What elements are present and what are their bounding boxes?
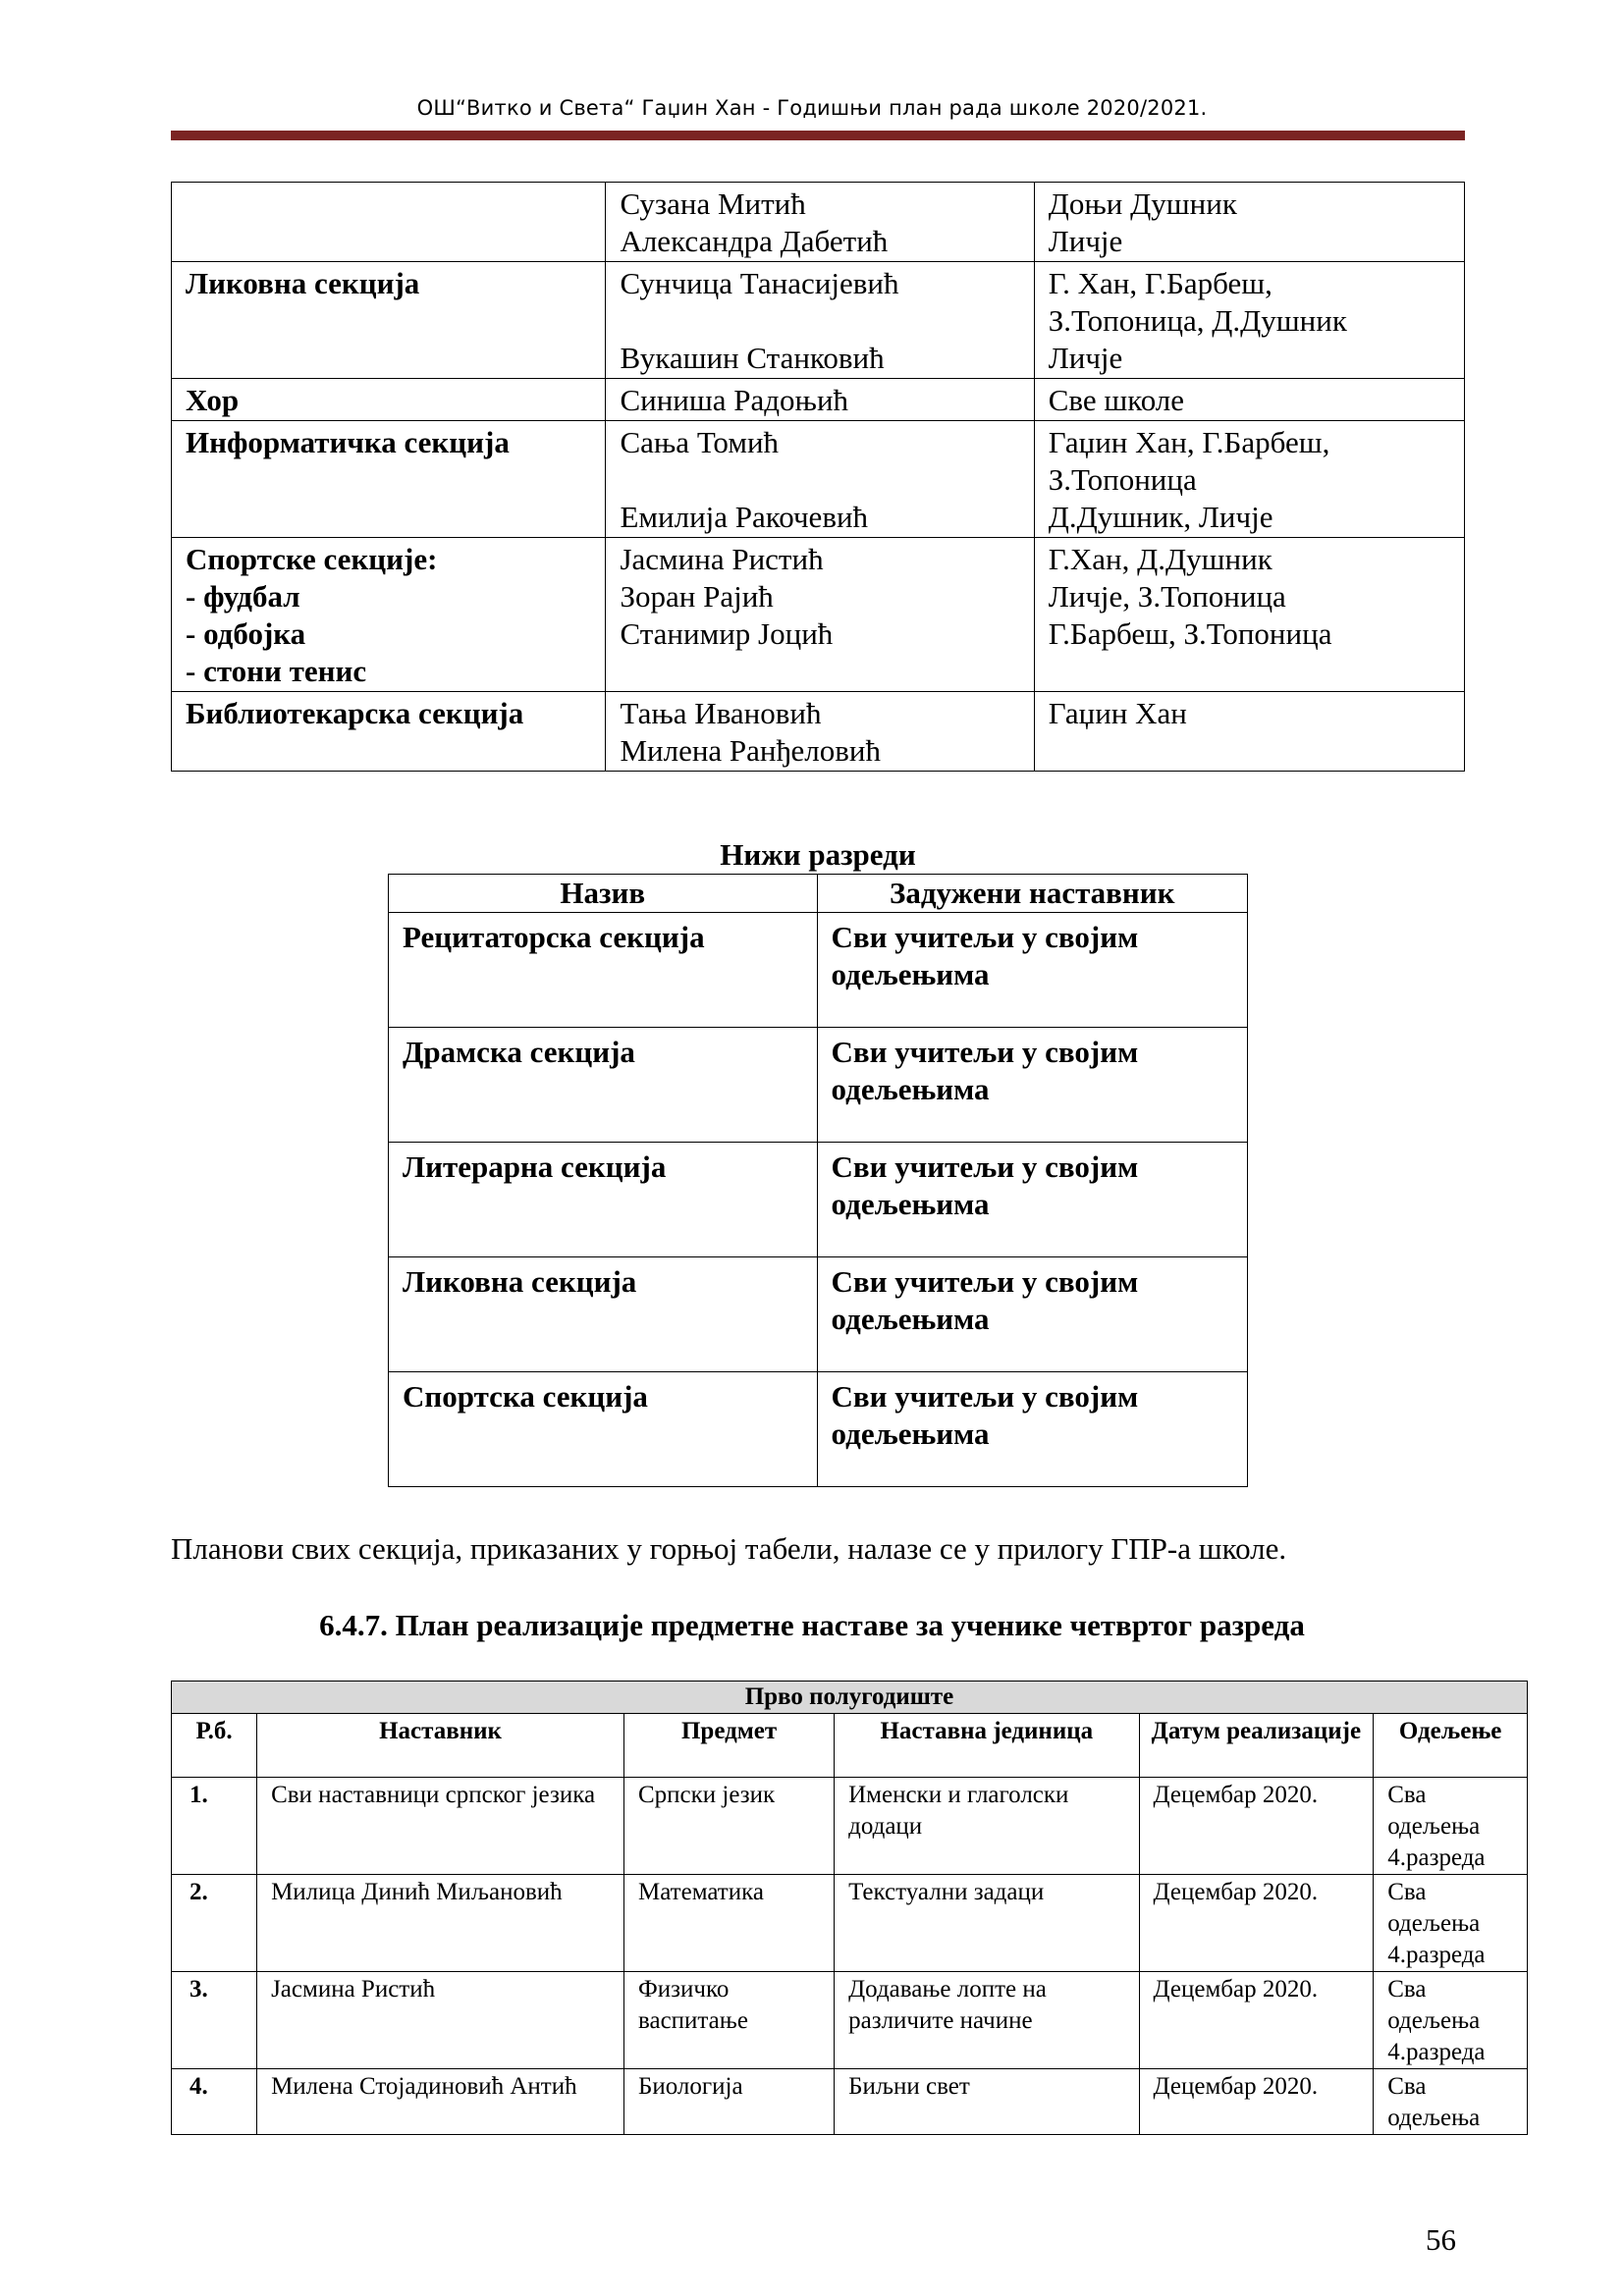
row-date: Децембар 2020.: [1139, 1778, 1374, 1875]
section-teachers: Тања Ивановић Милена Ранђеловић: [620, 696, 881, 768]
section-teachers: Сунчица Танасијевић Вукашин Станковић: [620, 266, 899, 375]
sections-table: [171, 182, 1465, 772]
table-row: [389, 1372, 1248, 1487]
section-teachers: Сања Томић Емилија Ракочевић: [620, 425, 869, 534]
plan-table-title: Прво полугодиште: [172, 1682, 1528, 1714]
lower-grades-table: [388, 874, 1248, 1487]
lower-section-teacher: Сви учитељи у својим одељењима: [817, 1028, 1247, 1143]
lower-section-teacher: Сви учитељи у својим одељењима: [817, 1257, 1247, 1372]
column-header: Задужени наставник: [817, 875, 1247, 913]
row-class: Сва одељења: [1374, 2069, 1528, 2135]
section-locations: Г.Хан, Д.Душник Личје, З.Топоница Г.Барбеш, З.Топоница: [1048, 542, 1332, 651]
row-date: Децембар 2020.: [1139, 1875, 1374, 1972]
row-teacher: Милена Стојадиновић Антић: [257, 2069, 624, 2135]
row-subject: Биологија: [624, 2069, 835, 2135]
section-name: Спортске секције: - фудбал - одбојка - стони тенис: [186, 542, 438, 688]
lower-section-name: Ликовна секција: [389, 1257, 818, 1372]
row-teacher: Милица Динић Миљановић: [257, 1875, 624, 1972]
table-row: [389, 913, 1248, 1028]
column-header: Одељење: [1374, 1714, 1528, 1778]
lower-section-name: Спортска секција: [389, 1372, 818, 1487]
row-number: 1.: [172, 1778, 257, 1875]
table-row: [389, 1143, 1248, 1257]
row-subject: Физичко васпитање: [624, 1972, 835, 2069]
column-header: Р.б.: [172, 1714, 257, 1778]
row-unit: Именски и глаголски додаци: [835, 1778, 1139, 1875]
row-unit: Текстуални задаци: [835, 1875, 1139, 1972]
section-name: Библиотекарска секција: [186, 696, 524, 730]
section-locations: Г. Хан, Г.Барбеш, З.Топоница, Д.Душник Личје: [1048, 266, 1347, 375]
header-rule: [171, 131, 1465, 140]
table-row: [172, 692, 1465, 772]
section-name: Информатичка секција: [186, 425, 510, 459]
table-row: [172, 421, 1465, 538]
column-header: Датум реализације: [1139, 1714, 1374, 1778]
table-row: [172, 1972, 1528, 2069]
table-header-row: [389, 875, 1248, 913]
row-unit: Додавање лопте на различите начине: [835, 1972, 1139, 2069]
table-header-row: [172, 1714, 1528, 1778]
section-heading: 6.4.7. План реализације предметне наставе за ученике четвртог разреда: [319, 1608, 1305, 1642]
table-row: [172, 2069, 1528, 2135]
row-teacher: Сви наставници српског језика: [257, 1778, 624, 1875]
table-row: [172, 538, 1465, 692]
section-locations: Доњи Душник Личје: [1048, 187, 1237, 258]
section-teachers: Сузана Митић Александра Дабетић: [620, 187, 889, 258]
table-row: [172, 1875, 1528, 1972]
table-title-row: [172, 1682, 1528, 1714]
section-name: Хор: [186, 383, 240, 417]
row-unit: Биљни свет: [835, 2069, 1139, 2135]
plan-table: [171, 1681, 1528, 2135]
table-row: [389, 1028, 1248, 1143]
plans-paragraph: Планови свих секција, приказаних у горњој табели, налазе се у прилогу ГПР-а школе.: [171, 1531, 1287, 1566]
section-teachers: Синиша Радоњић: [620, 383, 849, 417]
lower-section-teacher: Сви учитељи у својим одељењима: [817, 1372, 1247, 1487]
row-class: Сва одељења 4.разреда: [1374, 1875, 1528, 1972]
row-number: 2.: [172, 1875, 257, 1972]
row-class: Сва одељења 4.разреда: [1374, 1778, 1528, 1875]
lower-section-name: Литерарна секција: [389, 1143, 818, 1257]
table-row: [172, 379, 1465, 421]
section-teachers: Јасмина Ристић Зоран Рајић Станимир Јоцић: [620, 542, 834, 651]
table-row: [172, 183, 1465, 262]
lower-grades-caption: Нижи разреди: [720, 837, 916, 872]
row-subject: Математика: [624, 1875, 835, 1972]
row-number: 4.: [172, 2069, 257, 2135]
column-header: Наставна јединица: [835, 1714, 1139, 1778]
row-date: Децембар 2020.: [1139, 2069, 1374, 2135]
page-number: 56: [1426, 2222, 1456, 2257]
row-number: 3.: [172, 1972, 257, 2069]
lower-section-teacher: Сви учитељи у својим одељењима: [817, 1143, 1247, 1257]
section-locations: Гаџин Хан, Г.Барбеш, З.Топоница Д.Душник, Личје: [1048, 425, 1330, 534]
table-row: [172, 1778, 1528, 1875]
lower-section-teacher: Сви учитељи у својим одељењима: [817, 913, 1247, 1028]
section-locations: Гаџин Хан: [1048, 696, 1187, 730]
column-header: Предмет: [624, 1714, 835, 1778]
page-header-title: ОШ“Витко и Света“ Гаџин Хан - Годишњи план рада школе 2020/2021.: [416, 96, 1208, 120]
row-teacher: Јасмина Ристић: [257, 1972, 624, 2069]
section-name: Ликовна секција: [186, 266, 420, 300]
row-subject: Српски језик: [624, 1778, 835, 1875]
section-locations: Све школе: [1048, 383, 1185, 417]
column-header: Наставник: [257, 1714, 624, 1778]
lower-section-name: Рецитаторска секција: [389, 913, 818, 1028]
row-class: Сва одељења 4.разреда: [1374, 1972, 1528, 2069]
lower-section-name: Драмска секција: [389, 1028, 818, 1143]
column-header: Назив: [389, 875, 818, 913]
table-row: [172, 262, 1465, 379]
table-row: [389, 1257, 1248, 1372]
row-date: Децембар 2020.: [1139, 1972, 1374, 2069]
